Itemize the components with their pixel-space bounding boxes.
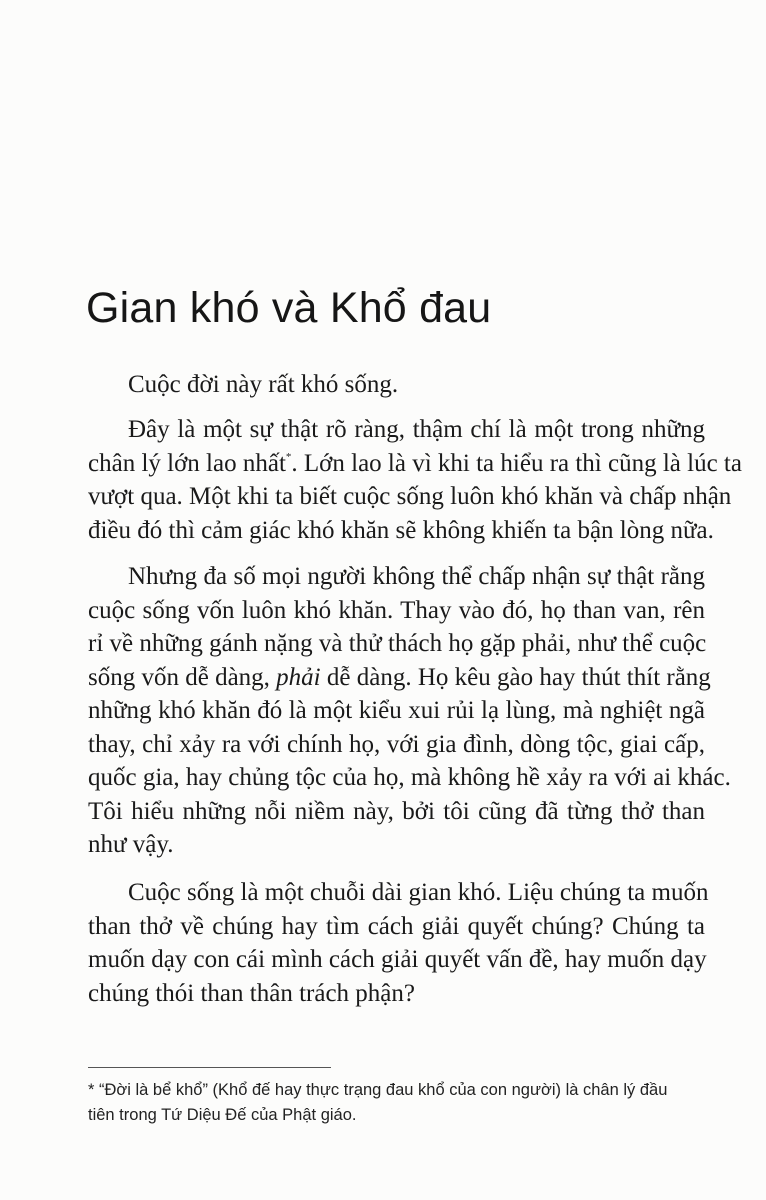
text-segment: sống vốn dễ dàng, (88, 663, 277, 691)
text-line: Đây là một sự thật rõ ràng, thậm chí là một trong những (128, 416, 705, 443)
text-line: chúng thói than thân trách phận? (88, 979, 415, 1007)
paragraph-2 (88, 413, 742, 547)
text-line: điều đó thì cảm giác khó khăn sẽ không khiến ta bận lòng nữa. (88, 516, 714, 544)
footnote-marker: * (285, 450, 292, 463)
text-line: rỉ về những gánh nặng và thử thách họ gặp phải, như thể cuộc (88, 630, 707, 657)
text-line: quốc gia, hay chủng tộc của họ, mà không hề xảy ra với ai khác. (88, 764, 731, 791)
footnote (88, 1078, 708, 1128)
footnote-line: * “Đời là bể khổ” (Khổ đế hay thực trạng đau khổ của con người) là chân lý đầu (88, 1081, 668, 1099)
chapter-title: Gian khó và Khổ đau (86, 284, 492, 332)
text-line: như vậy. (88, 831, 174, 858)
paragraph-3 (88, 560, 731, 862)
text-line: cuộc sống vốn luôn khó khăn. Thay vào đó, họ than van, rên (88, 596, 705, 624)
text-line: muốn dạy con cái mình cách giải quyết vấn đề, hay muốn dạy (88, 946, 707, 973)
paragraph-1 (88, 368, 705, 402)
footnote-divider (88, 1067, 331, 1068)
text-line: Nhưng đa số mọi người không thể chấp nhận sự thật rằng (128, 563, 705, 590)
text-segment: . Lớn lao là vì khi ta hiểu ra thì cũng là lúc ta (291, 449, 742, 477)
text-line: thay, chỉ xảy ra với chính họ, với gia đình, dòng tộc, giai cấp, (88, 730, 705, 758)
text-line (88, 447, 742, 481)
text-line: Tôi hiểu những nỗi niềm này, bởi tôi cũng đã từng thở than (88, 797, 705, 825)
text-line (88, 661, 711, 695)
footnote-line: tiên trong Tứ Diệu Đế của Phật giáo. (88, 1106, 357, 1124)
text-segment: dễ dàng. Họ kêu gào hay thút thít rằng (320, 663, 711, 691)
text-segment: chân lý lớn lao nhất (88, 449, 286, 477)
text-line: Cuộc sống là một chuỗi dài gian khó. Liệu chúng ta muốn (128, 879, 709, 906)
paragraph-4 (88, 876, 709, 1010)
text-line: Cuộc đời này rất khó sống. (128, 371, 399, 398)
emphasis-text: phải (276, 663, 321, 691)
text-line: vượt qua. Một khi ta biết cuộc sống luôn khó khăn và chấp nhận (88, 483, 732, 510)
text-line: than thở về chúng hay tìm cách giải quyết chúng? Chúng ta (88, 912, 705, 940)
text-line: những khó khăn đó là một kiểu xui rủi lạ lùng, mà nghiệt ngã (88, 697, 705, 724)
